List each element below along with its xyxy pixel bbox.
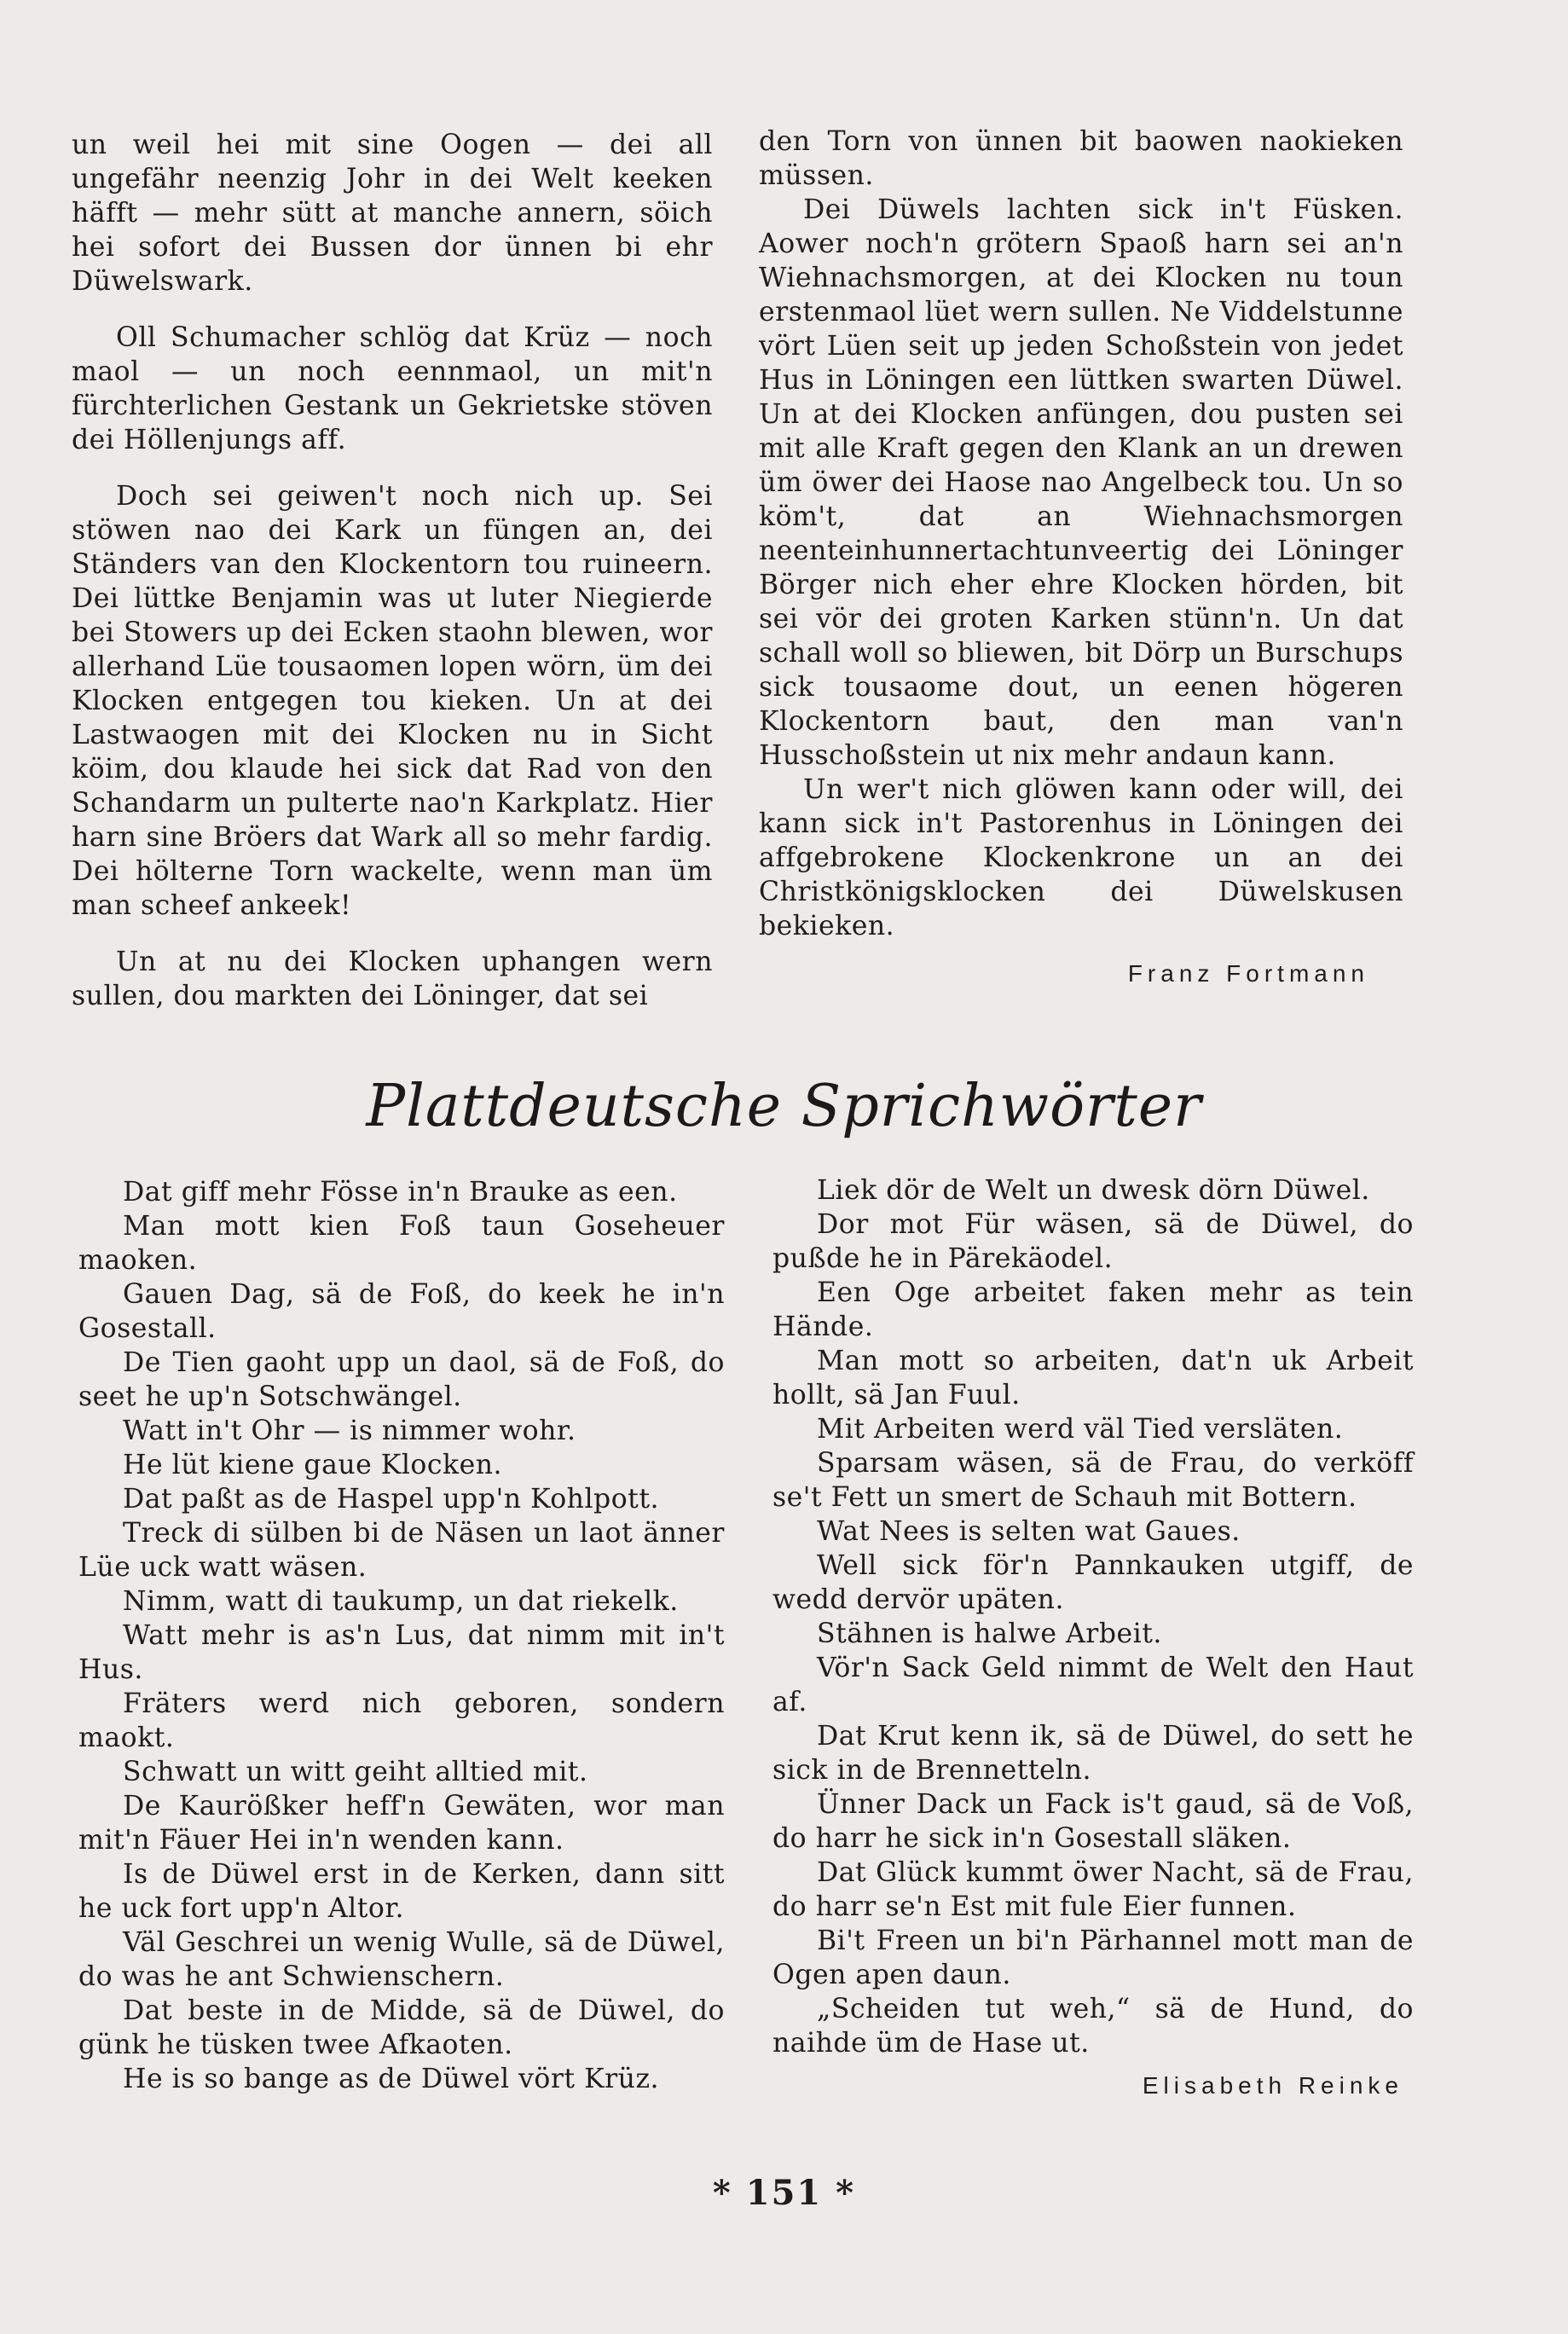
proverb: Dor mot Für wäsen, sä de Düwel, do pußde he in Pärekäodel.: [772, 1209, 1414, 1274]
proverb: Fräters werd nich geboren, sondern maokt.: [78, 1688, 725, 1753]
proverb: Stähnen is halwe Arbeit.: [817, 1619, 1162, 1649]
proverbs-column-right: [772, 1173, 1414, 2103]
proverb: Väl Geschrei un wenig Wulle, sä de Düwel, do was he ant Schwienschern.: [78, 1927, 725, 1992]
proverb: Well sick för'n Pannkauken utgiff, de wedd dervör upäten.: [772, 1550, 1414, 1615]
proverb: „Scheiden tut weh,“ sä de Hund, do naihde üm de Hase ut.: [772, 1994, 1414, 2059]
story-paragraph: Oll Schumacher schlög dat Krüz — noch maol — un noch eennmaol, un mit'n fürchterlichen Gestank un Gekrietske stöven dei Höllenjungs aff.: [72, 322, 713, 455]
proverb: Dat Krut kenn ik, sä de Düwel, do sett he sick in de Brennetteln.: [772, 1721, 1414, 1786]
proverbs-column-left: [78, 1175, 725, 2096]
proverb: Sparsam wäsen, sä de Frau, do verköff se't Fett un smert de Schauh mit Bottern.: [772, 1448, 1414, 1513]
story-paragraph: den Torn von ünnen bit baowen naokieken müssen.: [759, 126, 1403, 191]
proverb: Dat Glück kummt öwer Nacht, sä de Frau, do harr se'n Est mit fule Eier funnen.: [772, 1857, 1414, 1922]
proverb: Watt mehr is as'n Lus, dat nimm mit in't Hus.: [78, 1620, 725, 1685]
proverb: Liek dör de Welt un dwesk dörn Düwel.: [817, 1175, 1370, 1206]
proverb: Dat beste in de Midde, sä de Düwel, do günk he tüsken twee Afkaoten.: [78, 1995, 725, 2060]
story-paragraph: Doch sei geiwen't noch nich up. Sei stöwen nao dei Kark un füngen an, dei Ständers van den Klockentorn tou ruineern. Dei lüttke Benjamin was ut luter Niegierde bei Stowers up dei Ecken staohn blewen, wor allerhand Lüe tousaomen lopen wörn, üm dei Klocken entgegen tou kieken. Un at dei Lastwaogen mit dei Klocken nu in Sicht köim, dou klaude hei sick dat Rad von den Schandarm un pulterte nao'n Karkplatz. Hier harn sine Bröers dat Wark all so mehr fardig. Dei hölterne Torn wackelte, wenn man üm man scheef ankeek!: [72, 481, 713, 921]
proverb: De Tien gaoht upp un daol, sä de Foß, do seet he up'n Sotschwängel.: [78, 1347, 725, 1412]
proverb: Schwatt un witt geiht alltied mit.: [123, 1757, 588, 1787]
story-author: Franz Fortmann: [1127, 960, 1369, 987]
proverb: Dat paßt as de Haspel upp'n Kohlpott.: [123, 1484, 659, 1514]
story-paragraph: un weil hei mit sine Oogen — dei all ungefähr neenzig Johr in dei Welt keeken häfft — mehr sütt at manche annern, söich hei sofort dei Bussen dor ünnen bi ehr Düwelswark.: [72, 130, 713, 297]
proverb: De Kaurößker heff'n Gewäten, wor man mit'n Fäuer Hei in'n wenden kann.: [78, 1791, 725, 1856]
section-title: Plattdeutsche Sprichwörter: [366, 1073, 1202, 1140]
proverb: Gauen Dag, sä de Foß, do keek he in'n Gosestall.: [78, 1279, 725, 1344]
proverb: Mit Arbeiten werd väl Tied versläten.: [817, 1414, 1344, 1445]
proverb: He is so bange as de Düwel vört Krüz.: [123, 2064, 660, 2094]
proverb: Is de Düwel erst in de Kerken, dann sitt he uck fort upp'n Altor.: [78, 1859, 725, 1924]
proverb: Nimm, watt di taukump, un dat riekelk.: [123, 1586, 679, 1617]
proverb: Vör'n Sack Geld nimmt de Welt den Haut af.: [772, 1653, 1414, 1717]
proverb: Man mott so arbeiten, dat'n uk Arbeit hollt, sä Jan Fuul.: [772, 1346, 1414, 1410]
proverb: Man mott kien Foß taun Goseheuer maoken.: [78, 1211, 725, 1276]
story-paragraph: Dei Düwels lachten sick in't Füsken. Aower noch'n grötern Spaoß harn sei an'n Wiehnachsmorgen, at dei Klocken nu toun erstenmaol lüet wern sullen. Ne Viddelstunne vört Lüen seit up jeden Schoßstein von jedet Hus in Löningen een lüttken swarten Düwel. Un at dei Klocken anfüngen, dou pusten sei mit alle Kraft gegen den Klank an un drewen üm öwer dei Haose nao Angelbeck tou. Un so köm't, dat an Wiehnachsmorgen neenteinhunnertachtunveertig dei Löninger Börger nich eher ehre Klocken hörden, bit sei vör dei groten Karken stünn'n. Un dat schall woll so bliewen, bit Dörp un Burschups sick tousaome dout, un eenen högeren Klockentorn baut, den man van'n Husschoßstein ut nix mehr andaun kann.: [759, 194, 1403, 771]
proverb: Dat giff mehr Fösse in'n Brauke as een.: [123, 1177, 678, 1208]
story-column-left: [72, 128, 713, 1013]
story-paragraph: Un wer't nich glöwen kann oder will, dei kann sick in't Pastorenhus in Löningen dei affgebrokene Klockenkrone un an dei Christkönigsklocken dei Düwelskusen bekieken.: [759, 774, 1403, 941]
page-number: * 151 *: [712, 2173, 856, 2213]
proverb: Wat Nees is selten wat Gaues.: [817, 1516, 1241, 1547]
proverb: Treck di sülben bi de Näsen un laot änner Lüe uck watt wäsen.: [78, 1518, 725, 1583]
proverbs-author: Elisabeth Reinke: [1142, 2072, 1403, 2099]
story-paragraph: Un at nu dei Klocken uphangen wern sullen, dou markten dei Löninger, dat sei: [72, 947, 713, 1011]
proverb: Bi't Freen un bi'n Pärhannel mott man de Ogen apen daun.: [772, 1926, 1414, 1990]
proverb: Watt in't Ohr — is nimmer wohr.: [123, 1416, 576, 1446]
story-column-right: [759, 125, 1403, 991]
proverb: He lüt kiene gaue Klocken.: [123, 1450, 503, 1480]
proverb: Ünner Dack un Fack is't gaud, sä de Voß, do harr he sick in'n Gosestall släken.: [772, 1789, 1414, 1854]
proverb: Een Oge arbeitet faken mehr as tein Hände.: [772, 1277, 1414, 1342]
